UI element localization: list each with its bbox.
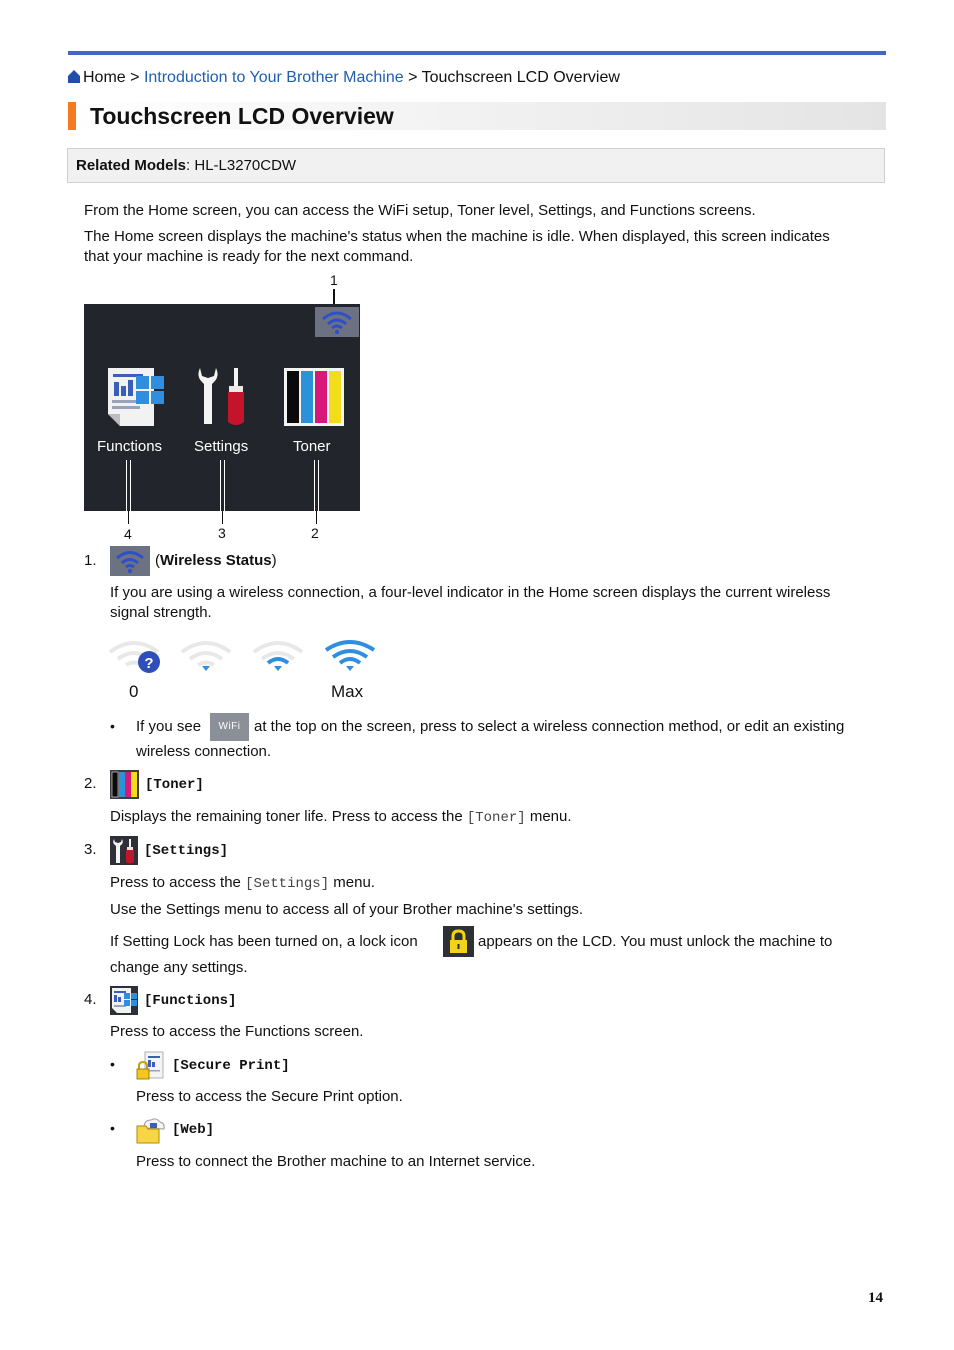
breadcrumb-separator: > (408, 69, 418, 86)
wifi-bullet-text-before: If you see (136, 718, 202, 735)
breadcrumb-current: Touchscreen LCD Overview (421, 69, 620, 86)
breadcrumb-link-introduction[interactable]: Introduction to Your Brother Machine (143, 69, 404, 86)
callout-number-2: 2 (311, 525, 319, 541)
wifi-bullet-text-line2: wireless connection. (136, 743, 272, 760)
item-title-wireless: (Wireless Status) (155, 552, 277, 569)
bullet: • (110, 718, 115, 734)
bullet: • (110, 1120, 115, 1136)
title-accent-bar (68, 102, 76, 130)
page-number: 14 (868, 1290, 883, 1306)
wireless-desc-line2: signal strength. (110, 604, 212, 621)
web-icon (136, 1116, 166, 1144)
secure-print-icon (136, 1051, 166, 1080)
settings-icon[interactable] (194, 366, 250, 428)
bullet: • (110, 1056, 115, 1072)
sub-label-secure-print: [Secure Print] (172, 1058, 290, 1074)
page-title: Touchscreen LCD Overview (90, 103, 394, 129)
callout-number-4: 4 (124, 526, 132, 542)
breadcrumb (68, 68, 620, 88)
callout-number-3: 3 (218, 525, 226, 541)
callout-line-2-tail (316, 511, 317, 524)
callout-line-4-tail (128, 511, 129, 524)
wifi-level-3-icon (326, 642, 374, 671)
callout-number-1: 1 (330, 272, 338, 288)
wifi-level-2-icon (254, 643, 302, 671)
wifi-status-icon[interactable] (315, 307, 359, 337)
related-models-value: : HL-L3270CDW (186, 157, 297, 174)
toner-menu-code: [Toner] (466, 810, 526, 826)
toner-desc: Displays the remaining toner life. Press to access the [Toner] menu. (110, 808, 572, 826)
intro-paragraph-1: From the Home screen, you can access the WiFi setup, Toner level, Settings, and Functions screens. (84, 202, 756, 219)
settings-menu-code: [Settings] (245, 876, 330, 892)
wifi-level-1-icon (182, 643, 230, 671)
signal-scale-max: Max (331, 682, 364, 701)
breadcrumb-home[interactable]: Home (83, 69, 126, 86)
item-number-4: 4. (84, 991, 97, 1008)
sub-label-web: [Web] (172, 1122, 215, 1138)
lcd-label-functions: Functions (97, 438, 163, 455)
wifi-bullet-text-after: at the top on the screen, press to select a wireless connection method, or edit an existing (254, 718, 845, 735)
web-desc: Press to connect the Brother machine to an Internet service. (136, 1153, 536, 1170)
lcd-label-toner: Toner (293, 438, 331, 455)
lcd-home-screen-illustration (84, 270, 364, 545)
item-label-settings: [Settings] (144, 843, 229, 859)
item-number-1: 1. (84, 552, 97, 569)
functions-desc: Press to access the Functions screen. (110, 1023, 364, 1040)
breadcrumb-separator: > (130, 69, 140, 86)
functions-icon[interactable] (106, 366, 166, 428)
callout-line-3-tail (222, 511, 223, 524)
toner-icon (110, 770, 139, 799)
wifi-signal-levels (108, 638, 378, 678)
wireless-desc-line1: If you are using a wireless connection, a four-level indicator in the Home screen displays the current wireless (110, 584, 831, 601)
intro-paragraph-2-cont: that your machine is ready for the next command. (84, 248, 414, 265)
functions-icon (110, 986, 138, 1015)
top-rule (68, 51, 886, 55)
settings-desc-1: Press to access the [Settings] menu. (110, 874, 375, 892)
wifi-setup-button-icon: WiFi (210, 713, 249, 741)
svg-text:?: ? (144, 655, 154, 672)
settings-desc-3-line2: change any settings. (110, 959, 248, 976)
wifi-level-0-icon (110, 643, 160, 673)
lock-icon (443, 926, 474, 957)
lcd-label-settings: Settings (194, 438, 249, 455)
related-models-box (67, 148, 885, 183)
settings-desc-3-before: If Setting Lock has been turned on, a lock icon (110, 933, 418, 950)
title-banner (68, 102, 886, 130)
signal-scale-min: 0 (129, 682, 139, 701)
item-number-2: 2. (84, 775, 97, 792)
intro-paragraph-2: The Home screen displays the machine's status when the machine is idle. When displayed, this screen indicates (84, 228, 830, 245)
settings-icon (110, 836, 138, 865)
lcd-screen (84, 304, 360, 511)
item-label-functions: [Functions] (144, 993, 237, 1009)
toner-icon[interactable] (284, 368, 344, 426)
secure-print-desc: Press to access the Secure Print option. (136, 1088, 403, 1105)
item-number-3: 3. (84, 841, 97, 858)
settings-desc-2: Use the Settings menu to access all of your Brother machine's settings. (110, 901, 584, 918)
related-models-label: Related Models (76, 157, 187, 174)
item-label-toner: [Toner] (145, 777, 204, 793)
home-icon[interactable] (68, 70, 80, 83)
settings-desc-3-after: appears on the LCD. You must unlock the machine to (478, 933, 833, 950)
wireless-status-icon (110, 546, 150, 576)
